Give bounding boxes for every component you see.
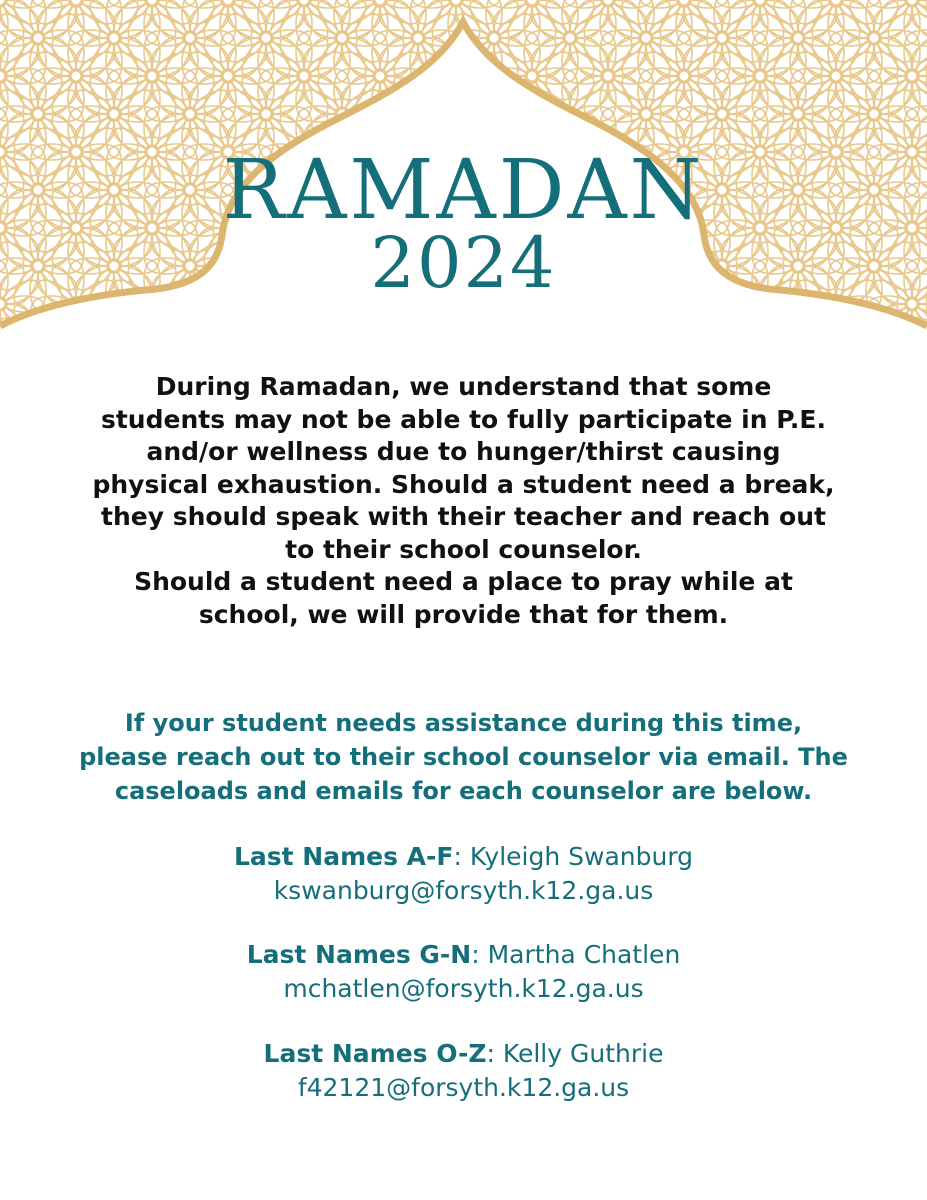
caseload-range: Last Names A-F [233,842,454,871]
intro-line: to their school counselor. [285,534,642,564]
counselor-email[interactable]: kswanburg@forsyth.k12.ga.us [273,876,654,905]
counselor-name: Kyleigh Swanburg [469,842,694,871]
intro-line: students may not be able to fully participate in P.E. [100,404,827,434]
caseload-separator: : [453,842,470,871]
title-ramadan: RAMADAN [222,143,705,238]
intro-line: they should speak with their teacher and reach out [101,502,826,531]
caseload-range: Last Names G-N [246,940,472,969]
title-year: 2024 [370,222,557,304]
counselor-caseload [0,1037,927,1071]
counselor-email[interactable]: mchatlen@forsyth.k12.ga.us [283,974,644,1003]
help-line: If your student needs assistance during this time, [124,709,803,737]
help-line: please reach out to their school counselor via email. The [79,743,848,771]
intro-line: During Ramadan, we understand that some [155,372,772,401]
counselor-name: Kelly Guthrie [502,1039,664,1068]
intro-line: Should a student need a place to pray while at [134,567,793,596]
intro-line: physical exhaustion. Should a student need a break, [92,469,835,499]
counselor-caseload [0,938,927,972]
intro-line: school, we will provide that for them. [198,599,729,629]
caseload-range: Last Names O-Z [263,1039,487,1068]
counselor-a-f [0,840,927,908]
caseload-separator: : [471,940,488,969]
counselor-g-n [0,938,927,1006]
counselor-caseload [0,840,927,874]
help-paragraph [30,706,897,808]
intro-paragraph [60,371,867,631]
intro-line: and/or wellness due to hunger/thirst causing [146,437,781,466]
counselor-o-z [0,1037,927,1105]
help-line: caseloads and emails for each counselor are below. [114,777,813,805]
caseload-separator: : [486,1039,503,1068]
counselor-email[interactable]: f42121@forsyth.k12.ga.us [297,1073,630,1102]
counselor-name: Martha Chatlen [487,940,681,969]
